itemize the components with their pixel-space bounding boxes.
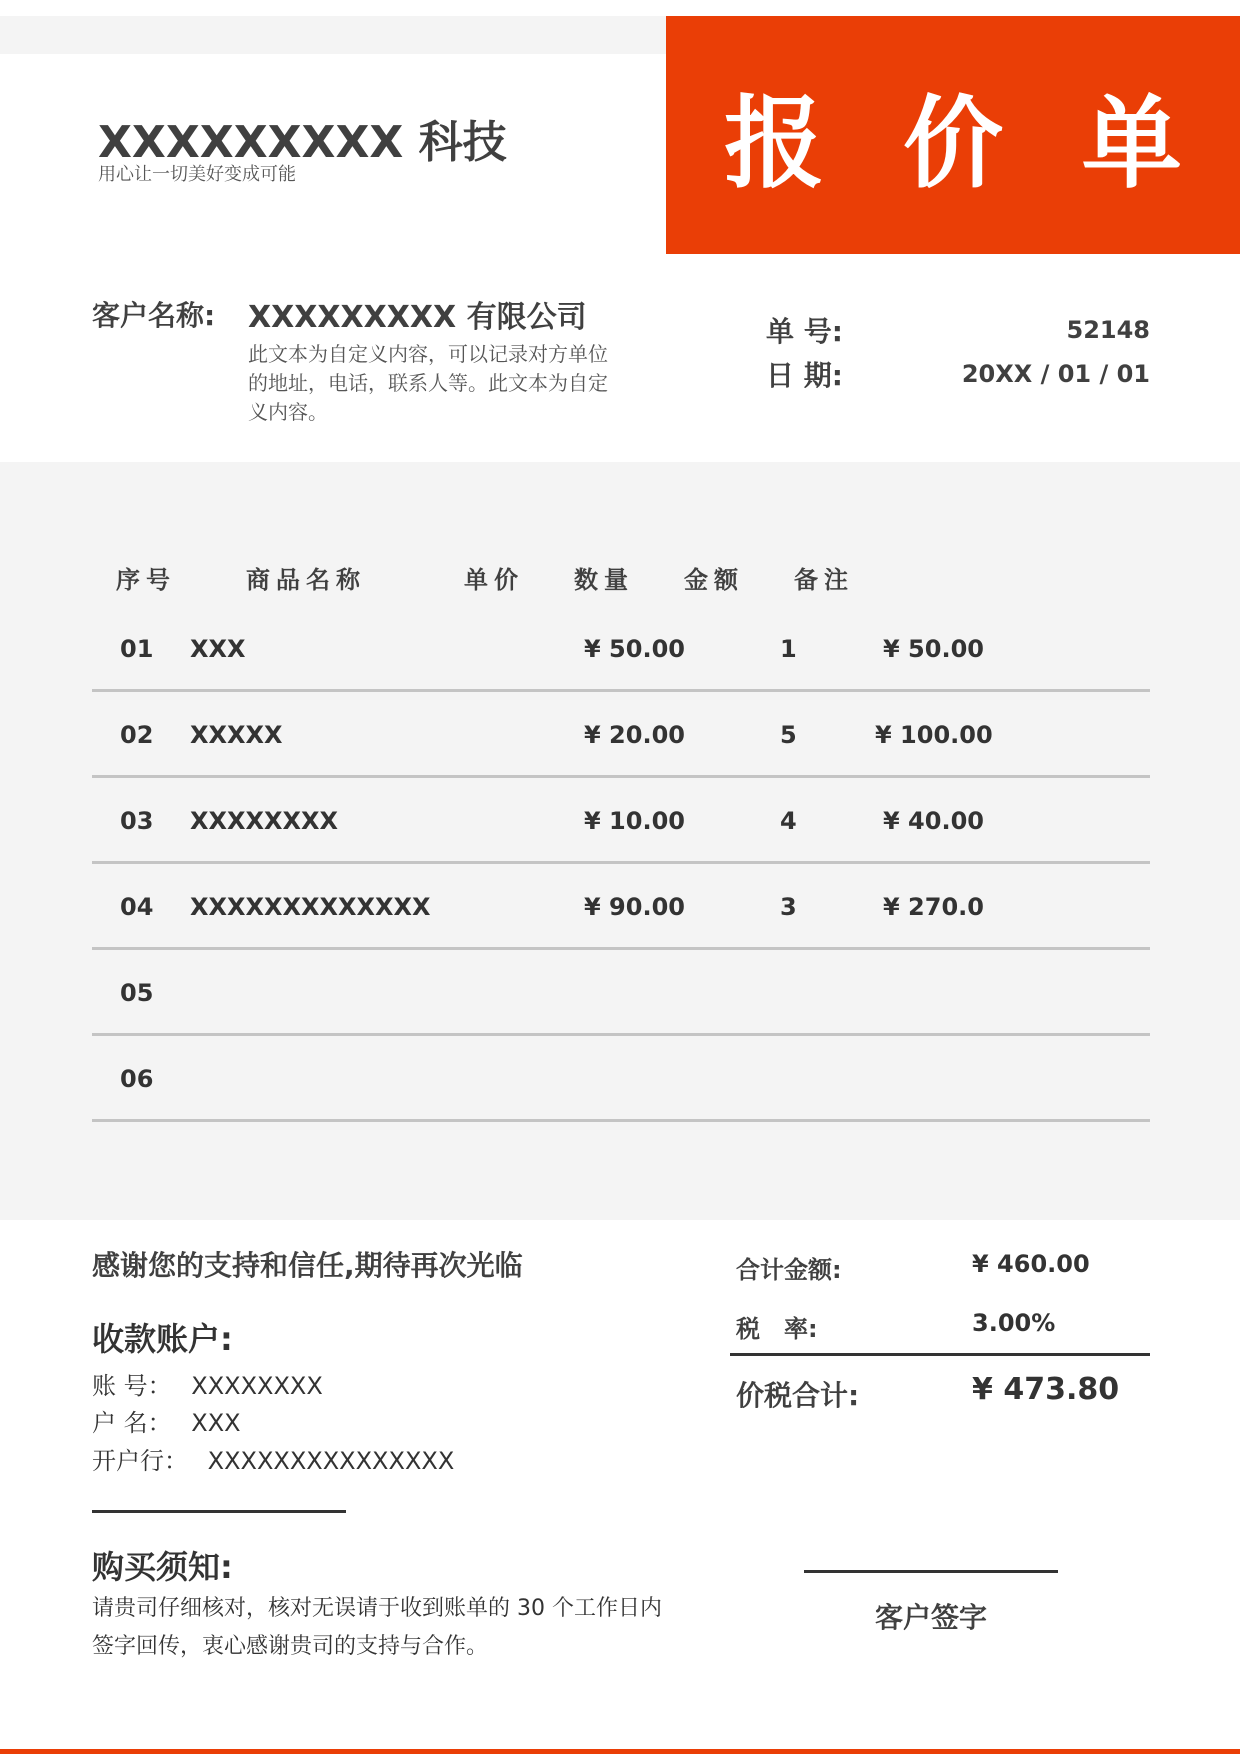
row-name: XXX xyxy=(190,635,246,663)
row-price: ¥ 20.00 xyxy=(584,721,685,749)
table-row xyxy=(0,606,1240,692)
subtotal-label: 合计金额: xyxy=(736,1256,842,1284)
bank-label: 开户行： xyxy=(92,1447,188,1475)
account-number-line xyxy=(92,1366,323,1401)
row-no: 02 xyxy=(120,721,154,749)
signature-line xyxy=(804,1570,1058,1573)
table-row xyxy=(0,692,1240,778)
company-slogan: 用心让一切美好变成可能 xyxy=(98,164,296,185)
row-no: 04 xyxy=(120,893,154,921)
row-qty: 4 xyxy=(780,807,797,835)
row-name: XXXXX xyxy=(190,721,283,749)
header-remark: 备注 xyxy=(794,566,854,594)
document-title: 报 价 单 xyxy=(724,85,1204,202)
row-name: XXXXXXXX xyxy=(190,807,339,835)
notice-text: 请贵司仔细核对，核对无误请于收到账单的 30 个工作日内签字回传，衷心感谢贵司的支持与合作。 xyxy=(92,1596,662,1659)
row-name: XXXXXXXXXXXXX xyxy=(190,893,431,921)
bank-line xyxy=(92,1441,454,1476)
account-title: 收款账户: xyxy=(92,1320,233,1358)
row-qty: 1 xyxy=(780,635,797,663)
account-number-value: XXXXXXXX xyxy=(191,1372,323,1400)
row-qty: 5 xyxy=(780,721,797,749)
table-row xyxy=(0,950,1240,1036)
row-no: 06 xyxy=(120,1065,154,1093)
title-banner xyxy=(666,16,1240,254)
top-band xyxy=(0,16,666,54)
row-divider xyxy=(92,1119,1150,1122)
header-name: 商品名称 xyxy=(246,566,366,594)
bottom-accent-bar xyxy=(0,1749,1240,1754)
quote-number-label: 单 号: xyxy=(766,315,843,348)
notice-title: 购买须知: xyxy=(92,1548,233,1586)
table-row xyxy=(0,1036,1240,1122)
account-name-value: XXX xyxy=(191,1409,241,1437)
row-no: 05 xyxy=(120,979,154,1007)
table-row xyxy=(0,864,1240,950)
row-price: ¥ 50.00 xyxy=(584,635,685,663)
thanks-message: 感谢您的支持和信任,期待再次光临 xyxy=(92,1249,523,1282)
row-price: ¥ 90.00 xyxy=(584,893,685,921)
company-name: XXXXXXXXX 科技 xyxy=(98,117,507,168)
account-name-line xyxy=(92,1403,241,1438)
section-divider xyxy=(92,1510,346,1513)
row-amount: ¥ 100.00 xyxy=(875,721,993,749)
client-label: 客户名称: xyxy=(92,299,216,332)
header-amount: 金额 xyxy=(684,566,744,594)
tax-rate-value: 3.00% xyxy=(972,1309,1056,1337)
account-number-label: 账 号： xyxy=(92,1372,172,1400)
table-row xyxy=(0,778,1240,864)
date-value: 20XX / 01 / 01 xyxy=(961,360,1150,388)
account-name-label: 户 名： xyxy=(92,1409,172,1437)
subtotal-value: ¥ 460.00 xyxy=(972,1250,1090,1278)
row-amount: ¥ 40.00 xyxy=(883,807,984,835)
row-amount: ¥ 50.00 xyxy=(883,635,984,663)
row-no: 03 xyxy=(120,807,154,835)
date-label: 日 期: xyxy=(766,359,843,392)
tax-rate-label: 税 率: xyxy=(736,1315,818,1343)
summary-divider xyxy=(730,1353,1150,1356)
client-name: XXXXXXXXX 有限公司 xyxy=(248,300,587,335)
bank-value: XXXXXXXXXXXXXXX xyxy=(207,1447,455,1475)
header-no: 序号 xyxy=(116,566,176,594)
header-price: 单价 xyxy=(464,566,524,594)
row-amount: ¥ 270.0 xyxy=(883,893,984,921)
header-qty: 数量 xyxy=(574,566,634,594)
signature-label: 客户签字 xyxy=(874,1601,987,1634)
row-no: 01 xyxy=(120,635,154,663)
total-value: ¥ 473.80 xyxy=(972,1372,1120,1407)
total-label: 价税合计: xyxy=(736,1379,860,1412)
row-price: ¥ 10.00 xyxy=(584,807,685,835)
client-description: 此文本为自定义内容，可以记录对方单位的地址，电话，联系人等。此文本为自定义内容。 xyxy=(248,342,608,424)
row-qty: 3 xyxy=(780,893,797,921)
quote-number-value: 52148 xyxy=(1066,316,1150,344)
